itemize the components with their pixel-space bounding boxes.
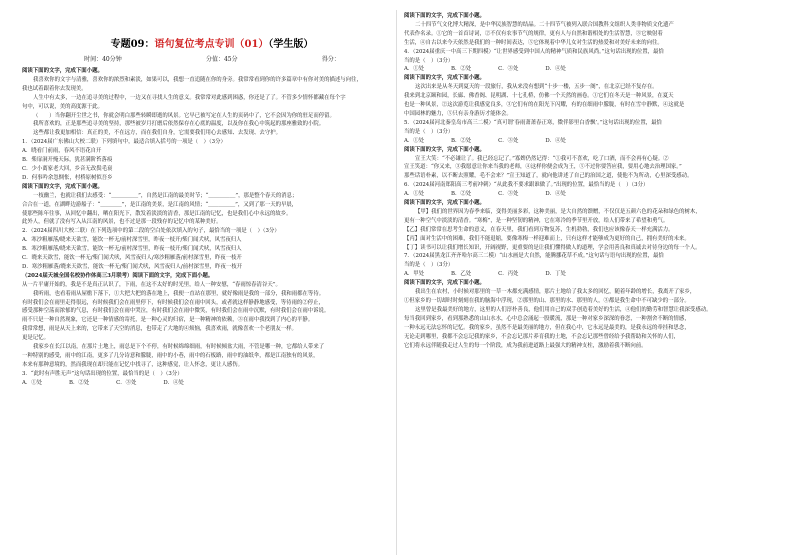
text-line: A．①处 B．②处 C．③处 D．④处: [404, 137, 566, 144]
text-line: 从一片平庸开始的，我是不是真正认识了，下雨，在这不太好的时光里，给人一种安慰，“春雨惊春清谷天”。: [22, 281, 281, 288]
text-line: 当的是（ ）（3分）: [404, 57, 454, 64]
exam-meta: [22, 55, 402, 65]
text-line: 一种特别的感受，雨中的江南，更多了几分诗意和朦胧，雨中的小巷，雨中的石板路，雨中的油纸伞，都是江南独有的风景，: [22, 353, 319, 359]
text-line: 【乙】我们常常在思考生命的意义，在春天里，我们看到万物复苏，生机勃勃，我们也应该像春天一样充满活力。: [404, 226, 674, 233]
text-line: 我也试着跟着你去发现美。: [22, 85, 87, 92]
text-line: 也是一种风景，②这次游览让我感觉良多，③它们有的在阳光下闪耀，有的在细雨中朦胧，有时在雪中静默，④这就是: [404, 102, 685, 109]
text-line: A．寒沙粗雁落/晓来天欲雪，能饮一杯无/前村深雪里，昨夜一枝开/柴门闻犬吠，风雪夜归人: [22, 237, 242, 244]
title-prefix: 专题09：: [110, 39, 155, 50]
text-line: 中国园林的魅力，⑤只有亲身游历才能体会。: [404, 110, 512, 117]
text-line: 一种永远无法忘怀的记忆。我的家乡，虽然不是最美丽的地方，但在我心中，它永远是最美的，是我永远的牵挂和思念，: [404, 324, 690, 331]
text-line: 我家乡在长江以南，在那片土地上，雨总是下个不停，有时候绵绵细雨，有时候倾盆大雨，不管是哪一种，它都给人带来了: [33, 344, 325, 351]
text-line: 4．（2024届重庆一中高三下期四模）“让世界感受到中国人的精神气质和民族风尚。”这句话出现的位置，最恰: [404, 48, 664, 55]
text-line: 宣王笑道：“你又来，③我愿意让你来当我的老师，④这样你便会成为王，⑤不过你要答应我，要用心地去治理国家。”: [404, 164, 682, 171]
right-page: [404, 12, 784, 552]
text-line: 【丁】读书可以让我们增长知识，开阔视野，更重要的是让我们懂得做人的道理，学会用善良和真诚去对待身边的每一个人。: [404, 244, 701, 251]
section-instruction: 阅读下面的文字，完成下面小题。: [404, 146, 485, 153]
text-line: 7．（2024届黑龙江齐齐哈尔高三二模）“山水画是大自然，能腾挪花草不成。”这句话与语句出现的位置，最恰: [404, 253, 664, 260]
text-line: 每当我回到家乡，看到那熟悉的山山水水，心中总会涌起一股暖流，那是一种对家乡深深的眷恋，一种割舍不断的情感，: [404, 315, 690, 322]
text-line: D．寒沙粗雁落/晓来天欲雪，能饮一杯无/柴门闻犬吠，风雪夜归人/前村深雪里，昨夜一枝开: [22, 263, 243, 270]
right-content: [404, 12, 784, 350]
section-instruction: 阅读下面的文字，完成下面小题。: [404, 13, 485, 19]
text-line: 使那些陈年往事，从回忆中翻出，晒在阳光下，散发着淡淡的清香，那是江南的记忆，也是我们心中永远的故乡。: [22, 210, 292, 217]
text-line: A．晓看门前雨，春风不语花自开: [22, 148, 102, 155]
left-content: [22, 67, 402, 388]
text-line: 感受那种空荡而浓郁的气息，有时我们会在雨中哭泣，有时我们会在雨中微笑，有时我们会在雨中沉默，有时我们会在雨中诉说。: [22, 308, 330, 315]
text-line: 宣王大笑：“不必谦让了。我已经忘记了。”寡婢仍然记得：“①我可不喜欢，吃了口酒，而不会再有心疑。②: [415, 155, 669, 162]
time-label: 时间：40分钟: [84, 56, 122, 63]
text-line: 3．“此时有声胜无声”这句话出现的位置，最恰当的是（ ）（3分）: [22, 370, 183, 377]
text-line: 5．（2024届河北秦皇岛市高三二模）“真可谓‘春雨萧萧春正寒，微伴影里白香飘’。”这句话出现的位置，最恰: [404, 119, 662, 126]
text-line: 更是记忆。: [22, 335, 49, 342]
text-line: 当的是（ ）（3分）: [404, 262, 454, 269]
section-instruction: 阅读下面的文字，完成下面小题。: [22, 68, 103, 74]
text-line: 我出生在农村，小时候对那里的一草一木都充满感情，那片土地给了我太多的回忆，随着年龄的增长，我离开了家乡，: [415, 289, 696, 296]
text-line: 那些话语朴素，以不断去照耀，毛不会来？”宣王知道了，就向他讲述了自己的治国之道，使他不为所动，心里深受感动。: [404, 173, 693, 180]
section-instruction: 阅读下面的文字，完成下面小题。: [22, 183, 103, 190]
section-instruction: 阅读下面的文字，完成下面小题。: [404, 200, 485, 207]
text-line: B．寒沙粗雁落/晓来天欲雪，能饮一杯无/前村深雪里，昨夜一枝开/柴门闻犬吠，风雪夜归人: [22, 246, 242, 253]
text-line: A．①处 B．②处 C．③处 D．④处: [404, 66, 566, 73]
section-instruction: 阅读下面的文字，完成下面小题。: [404, 280, 485, 287]
text-line: B．柴扉洞开掩天际，犹甚满阶苔落痕: [22, 157, 113, 164]
page-divider: [396, 10, 397, 555]
text-line: 1．（2024届广东佛山大校二联）下列填句中，最适合填入括号的一项是（ ）（3分）: [22, 139, 226, 146]
text-line: 有时我们会在雨里走得很远，有时候我们会在雨里停下，有时候我们会在雨中回头，或者就这样静静地感受，等待雨的②停止，: [22, 299, 324, 306]
text-line: 本来有那种意境的，然而我现在却只能在记忆中找寻了，这种感觉，让人怀念，更让人感伤。: [22, 361, 244, 368]
text-line: ①但家乡的一切却时时刻刻在我的脑海中浮现，②那里的山、那里的水、那里的人，③都是我生命中不可缺少的一部分。: [404, 298, 690, 304]
text-line: 雨不只是一种自然现象，它还是一种情感的寄托，是一种心灵的归宿，是一种精神的依赖，③在雨中我找到了内心的平静。: [22, 317, 314, 324]
text-line: 二十四节气文化博大精深，是中华民族智慧的结晶。二十四节气被列入联合国教科文组织人类非物质文化遗产: [415, 21, 674, 28]
text-line: D．何事吟余忽惆怅，村桥原树似吾乡: [22, 174, 113, 181]
text-line: 【丙】面对生活中的困难，我们不能退缩，要像寒梅一样迎难而上，只有这样才能够成为更好的自己，拥有美好的未来。: [404, 235, 690, 242]
text-line: 这些都让我更加相信：真正的美，不在远方，而在我们自身，它需要我们用心去感知、去发现、去守护。: [33, 130, 281, 137]
left-page: [22, 12, 402, 552]
text-line: 代表作名录。①它的一首首诗词，②不仅有农事节气的规律，更有人与自然和谐相处的生活智慧，③它映射着: [404, 30, 663, 37]
text-line: 它们将永远伴随我走过人生的每一个阶段，成为我前进道路上最强大的精神支柱，激励着我不断向前。: [404, 342, 647, 349]
text-line: 更有一种空气中淡淡的清香。“寒梅”，是一种坚韧的精神，它在寒冷的季节里开放，给人们带来了希望和勇气。: [404, 217, 669, 224]
text-line: （ ）当你翻开尘世之书，你就会明白那些转瞬即逝的风景。它早已被写定在人生的页码中了，它不会因为你的驻足而停留。: [33, 112, 335, 119]
title-main: 语句复位考点专训（01）: [154, 39, 269, 50]
text-line: C．晓来天欲雪，能饮一杯无/柴门闻犬吠，风雪夜归人/寒沙粗雁落/前村深雪里，昨夜一枝开: [22, 255, 242, 262]
text-line: A．①处 B．②处 C．③处 D．④处: [404, 191, 566, 198]
text-line: 我来到北京颐和园，长廊、佛香阁、昆明湖、十七孔桥，仿佛一个天然的画卷。①它们在冬天是一种风景，在夏天: [404, 93, 674, 100]
text-line: 此外人，但就了没有写入从江南的风景，也不过是那一段残存的记忆中的某种美好。: [22, 219, 222, 226]
text-line: 6．（2024届河南郑阳高三考前冲刺）“从此我不要求跟谁做了。”出现的位置，最恰当的是（ ）（3分）: [404, 182, 649, 189]
text-line: 2．（2024届四川大校二联）在下列选项中的第二段的空白处依次填入的句子，最恰当的一项是（ ）（3分）: [22, 228, 280, 235]
got-label: 得分：: [321, 56, 340, 63]
text-line: 生活，④自古以来今天依然是我们的一种时间表达，⑤它体现着中华儿女对生活的热爱和对美好未来的向往。: [404, 39, 663, 46]
section-instruction: （2024届天城全国名校协作体高三3月联考）阅读下面的文字，完成下面小题。: [22, 272, 214, 279]
text-line: 合合在一道，在湖畔边游船子：“＿＿＿＿”，是江南的美景，是江南的风情；“＿＿＿＿＿”，又到了那一天的早晨，: [22, 201, 298, 208]
page-title: [22, 38, 402, 52]
title-suffix: （学生版）: [268, 39, 314, 50]
text-line: 我听雨，也看着雨从屋檐下落下，①大把大把的落在地上，我便一直站在那里，就好像雨是我的一部分，我和雨都在等待。: [33, 290, 325, 297]
text-line: 句中，可以说，美的高度源于此。: [22, 103, 103, 110]
text-line: C．少小离家老大回，乡音无改鬓毛衰: [22, 165, 113, 172]
text-line: 我常常想，雨是从天上来的，它带来了天空的消息，也带走了大地的④烦恼，我喜欢雨，就像喜欢一个老朋友一样。: [22, 326, 297, 333]
score-label: 分值：45分: [205, 56, 238, 63]
text-line: 这次出来是从冬天到夏天的一段旅行，我从来没有想到“十步一楼，五步一阁”，在北京已经不复存在。: [415, 84, 658, 91]
text-line: 人生中有太多，一边在追寻美的过程中，一边又在寻找人生的意义。我常常对此感到困惑，你还是了了。不管多少情怀都藏在每个字: [33, 94, 346, 101]
text-line: 一枝幽兰，也就让我们去感受：“＿＿＿＿＿”，自然是江南的最美时节；“＿＿＿＿＿”，那是整个春天的消息；: [33, 192, 298, 199]
text-line: A．甲处 B．乙处 C．丙处 D．丁处: [404, 271, 566, 278]
text-line: A．①处 B．②处 C．③处 D．④处: [22, 379, 184, 386]
text-line: 当的是（ ）（3分）: [404, 128, 454, 135]
text-line: 无论走到哪里，我都不会忘记我的家乡，不会忘记那片养育我的土地，不会忘记那些曾经给予我帮助和关怀的人们，: [404, 333, 679, 340]
text-line: 我所喜欢的，正是那些追寻美的坚持，那些被岁月打磨后依然保存在心底的温度，以及你在我心中筑起的那座雅致的小院。: [33, 121, 325, 128]
text-line: 我喜欢你的文字与清雅，喜欢你的浓烈和素淡，如果可以，我想一直追随在你的身旁。我常常看到你的许多篇章中有你对美的描述与向往，: [33, 76, 362, 83]
section-instruction: 阅读下面的文字，完成下面小题。: [404, 75, 485, 82]
text-line: 这里曾是我最美好的地方，这里的人们淳朴善良，他们用自己的双手创造着美好的生活，④他们的勤劳和智慧让我深受感动。: [415, 306, 712, 313]
text-line: 【甲】我们的世界因为春季来临，变得美丽多彩，这种美丽，是大自然的馈赠，不仅仅是五颜六色的花朵和绿色的树木，: [415, 208, 701, 215]
